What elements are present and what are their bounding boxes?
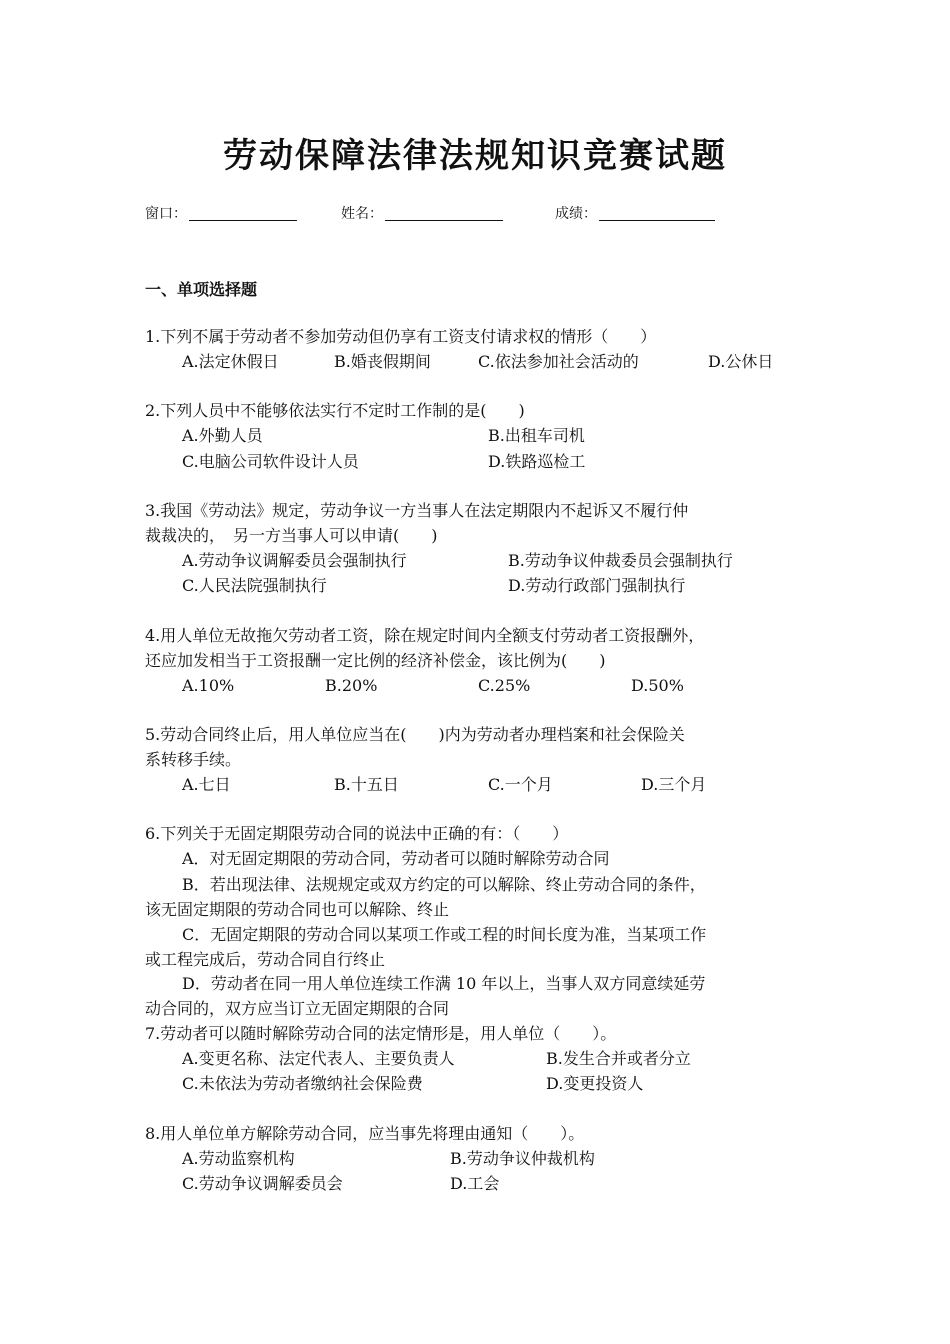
option-d: D.工会 xyxy=(450,1174,500,1193)
option-b: B.发生合并或者分立 xyxy=(546,1049,691,1068)
option-d-continued: 动合同的，双方应当订立无固定期限的合同 xyxy=(145,999,450,1018)
option-d: D.劳动行政部门强制执行 xyxy=(508,576,686,595)
option-b: B.劳动争议仲裁机构 xyxy=(450,1149,595,1168)
option-a: A.劳动监察机构 xyxy=(182,1149,295,1168)
option-c: C.劳动争议调解委员会 xyxy=(182,1174,343,1193)
question-stem: 7.劳动者可以随时解除劳动合同的法定情形是，用人单位（ ）。 xyxy=(145,1024,617,1043)
option-b-continued: 该无固定期限的劳动合同也可以解除、终止 xyxy=(145,900,450,919)
option-a: A.变更名称、法定代表人、主要负责人 xyxy=(182,1049,455,1068)
option-c: C.依法参加社会活动的 xyxy=(478,352,639,371)
option-a: A.劳动争议调解委员会强制执行 xyxy=(182,551,407,570)
option-b: B.20% xyxy=(325,676,378,695)
option-c: C.未依法为劳动者缴纳社会保险费 xyxy=(182,1074,423,1093)
question-stem: 2.下列人员中不能够依法实行不定时工作制的是( ) xyxy=(145,401,525,420)
option-a: A.10% xyxy=(182,676,235,695)
option-c: C．无固定期限的劳动合同以某项工作或工程的时间长度为准，当某项工作 xyxy=(182,925,707,944)
option-c: C.一个月 xyxy=(488,775,553,794)
page-title: 劳动保障法律法规知识竞赛试题 xyxy=(223,136,727,176)
name-blank xyxy=(385,205,503,221)
window-label: 窗口： xyxy=(145,206,187,222)
option-a: A.七日 xyxy=(182,775,231,794)
option-b: B.劳动争议仲裁委员会强制执行 xyxy=(508,551,733,570)
option-a: A.法定休假日 xyxy=(182,352,279,371)
score-field xyxy=(555,203,715,223)
question-stem: 6.下列关于无固定期限劳动合同的说法中正确的有：（ ） xyxy=(145,824,569,843)
option-b: B.婚丧假期间 xyxy=(334,352,431,371)
option-c: C.人民法院强制执行 xyxy=(182,576,327,595)
window-blank xyxy=(189,205,297,221)
score-label: 成绩： xyxy=(555,206,597,222)
option-d: D.变更投资人 xyxy=(546,1074,644,1093)
option-b: B.出租车司机 xyxy=(488,426,585,445)
question-stem: 5.劳动合同终止后，用人单位应当在( )内为劳动者办理档案和社会保险关 xyxy=(145,725,685,744)
name-label: 姓名： xyxy=(341,206,383,222)
question-stem: 1.下列不属于劳动者不参加劳动但仍享有工资支付请求权的情形（ ） xyxy=(145,327,657,346)
option-c-continued: 或工程完成后，劳动合同自行终止 xyxy=(145,950,386,969)
question-stem-continued: 系转移手续。 xyxy=(145,750,242,769)
score-blank xyxy=(599,205,715,221)
option-d: D.公休日 xyxy=(708,352,774,371)
option-c: C.电脑公司软件设计人员 xyxy=(182,452,359,471)
option-a: A.外勤人员 xyxy=(182,426,263,445)
option-d: D.三个月 xyxy=(641,775,707,794)
question-stem-continued: 裁裁决的， 另一方当事人可以申请( ) xyxy=(145,526,438,545)
option-a: A．对无固定期限的劳动合同，劳动者可以随时解除劳动合同 xyxy=(182,849,610,868)
question-stem: 4.用人单位无故拖欠劳动者工资，除在规定时间内全额支付劳动者工资报酬外， xyxy=(145,626,705,645)
option-d: D．劳动者在同一用人单位连续工作满 10 年以上，当事人双方同意续延劳 xyxy=(182,974,706,993)
option-d: D.铁路巡检工 xyxy=(488,452,586,471)
option-c: C.25% xyxy=(478,676,531,695)
option-b: B.十五日 xyxy=(334,775,399,794)
option-b: B．若出现法律、法规规定或双方约定的可以解除、终止劳动合同的条件， xyxy=(182,875,706,894)
question-stem-continued: 还应加发相当于工资报酬一定比例的经济补偿金，该比例为( ) xyxy=(145,651,606,670)
option-d: D.50% xyxy=(631,676,684,695)
window-field xyxy=(145,203,297,223)
question-stem: 8.用人单位单方解除劳动合同，应当事先将理由通知（ ）。 xyxy=(145,1124,585,1143)
name-field xyxy=(341,203,503,223)
section-title: 一、单项选择题 xyxy=(145,280,258,299)
question-stem: 3.我国《劳动法》规定，劳动争议一方当事人在法定期限内不起诉又不履行仲 xyxy=(145,501,689,520)
